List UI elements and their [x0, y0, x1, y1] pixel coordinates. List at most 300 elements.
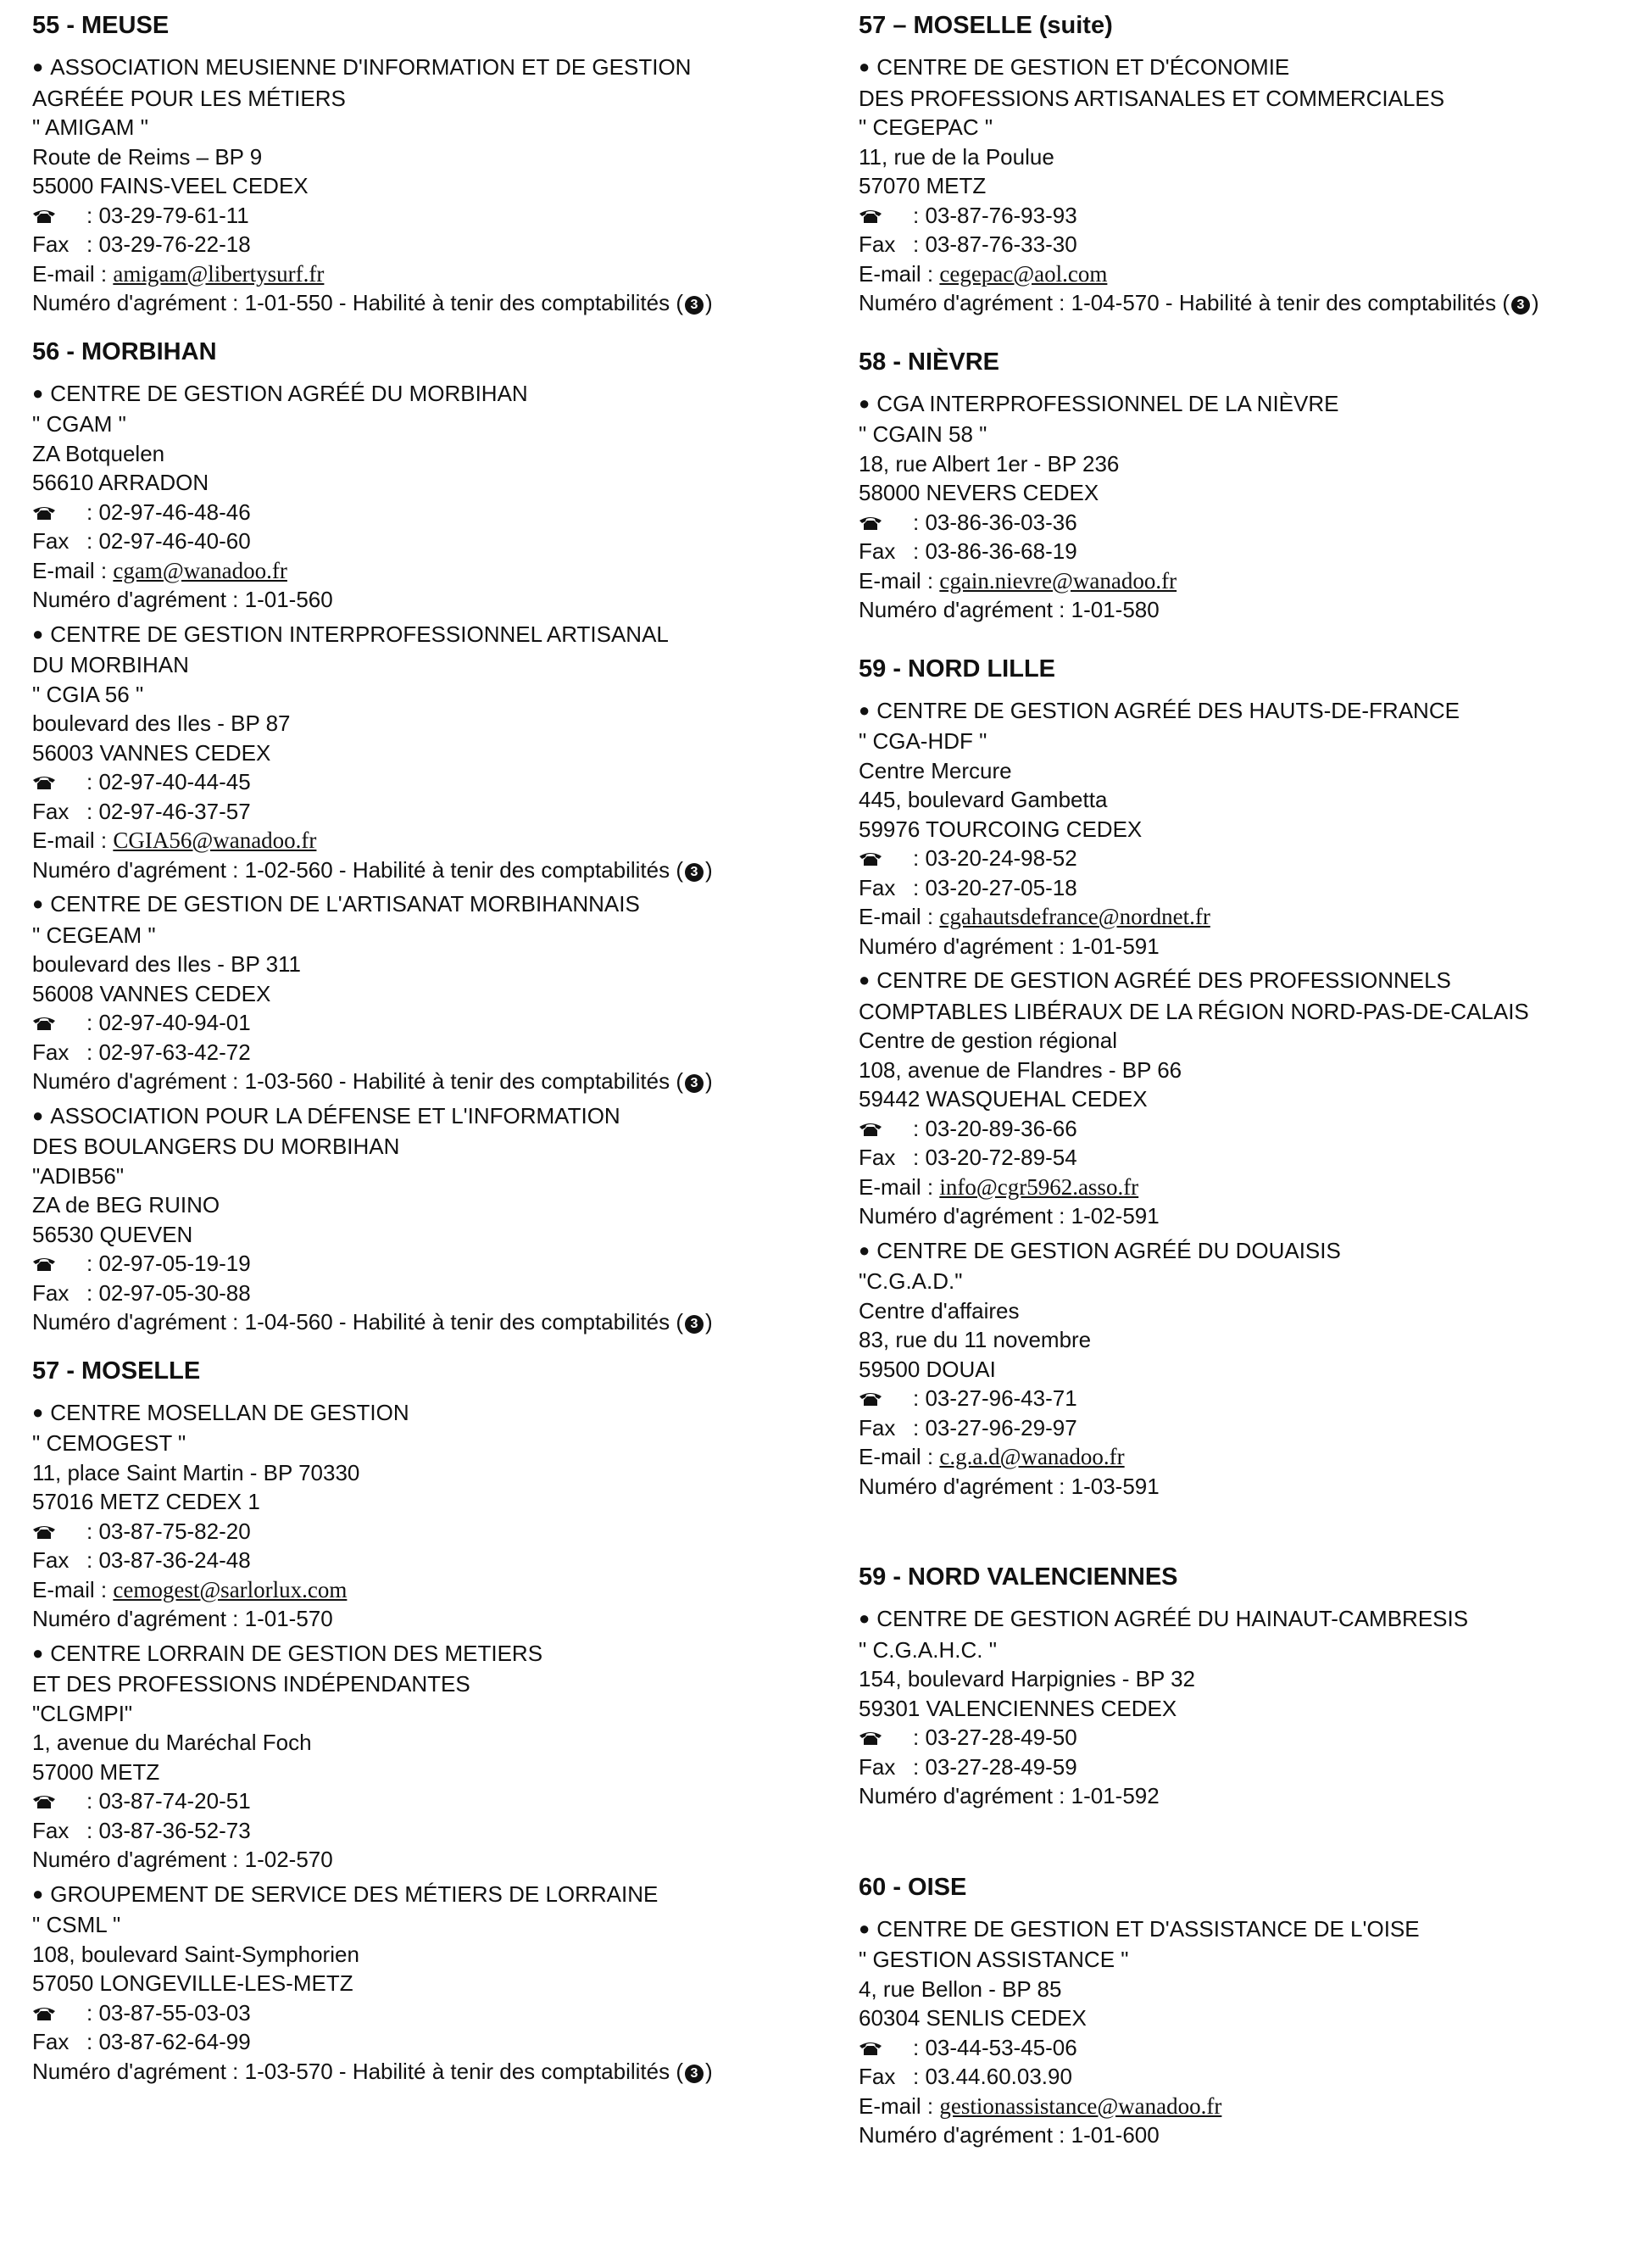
entry-line: [859, 2033, 1622, 2063]
entry-line: [32, 855, 820, 885]
entry-text: 57050 LONGEVILLE-LES-METZ: [32, 1970, 353, 1996]
entry-line: [859, 815, 1622, 844]
fax-number: : 03-20-27-05-18: [913, 874, 1077, 900]
fax-label: Fax: [859, 1145, 896, 1170]
entry-line: [32, 1517, 820, 1546]
entry-line: [32, 527, 820, 556]
telephone-icon: [32, 202, 56, 217]
entry-text: boulevard des Iles - BP 311: [32, 951, 302, 977]
entry-line: [32, 1758, 820, 1787]
bullet-icon: ●: [32, 382, 44, 404]
entry-text: Numéro d'agrément : 1-01-591: [859, 933, 1160, 959]
entry-line: [859, 1914, 1622, 1946]
directory-entry: [32, 379, 820, 615]
department-heading: 57 - MOSELLE: [32, 1357, 201, 1385]
telephone-icon: [32, 499, 56, 514]
entry-line: [32, 1307, 820, 1337]
entry-line: [32, 468, 820, 498]
email-link[interactable]: info@cgr5962.asso.fr: [939, 1173, 1139, 1200]
entry-line: [859, 230, 1622, 259]
entry-text: Numéro d'agrément : 1-01-570: [32, 1606, 333, 1631]
entry-text: 59301 VALENCIENNES CEDEX: [859, 1695, 1177, 1721]
entry-line: [859, 1753, 1622, 1782]
entry-line: [32, 1067, 820, 1096]
entry-text: Numéro d'agrément : 1-01-592: [859, 1783, 1160, 1808]
agrement-close: ): [705, 1068, 713, 1094]
entry-line: [32, 585, 820, 615]
department-heading: 56 - MORBIHAN: [32, 337, 217, 365]
entry-line: [32, 650, 820, 680]
telephone-label-spacer: [32, 1008, 86, 1038]
email-link[interactable]: gestionassistance@wanadoo.fr: [939, 2092, 1222, 2119]
fax-label: Fax: [32, 2029, 70, 2054]
entry-line: [859, 932, 1622, 961]
fax-label: Fax: [859, 231, 896, 257]
fax-label: Fax: [859, 1753, 896, 1780]
entry-line: [32, 498, 820, 527]
entry-line: [859, 1114, 1622, 1144]
entry-line: [32, 1162, 820, 1191]
entry-line: [32, 1575, 820, 1605]
bullet-icon: ●: [32, 1882, 44, 1904]
entry-line: [859, 1355, 1622, 1385]
entry-line: [32, 1220, 820, 1250]
bullet-icon: ●: [32, 1104, 44, 1126]
entry-text: " CSML ": [32, 1912, 121, 1937]
entry-text: boulevard des Iles - BP 87: [32, 710, 291, 736]
left-column: [32, 0, 820, 2091]
bullet-icon: ●: [859, 392, 871, 414]
entry-line: [859, 113, 1622, 142]
department-section: [859, 0, 1622, 318]
entry-text: Numéro d'agrément : 1-02-591: [859, 1203, 1160, 1229]
telephone-icon: [32, 768, 56, 783]
entry-line: [32, 826, 820, 855]
entry-text: Numéro d'agrément : 1-01-580: [859, 597, 1160, 622]
entry-line: [859, 1236, 1622, 1268]
entry-text: " CEGEPAC ": [859, 114, 993, 140]
entry-text: Numéro d'agrément : 1-03-591: [859, 1473, 1160, 1499]
fax-number: : 03-87-36-52-73: [86, 1817, 251, 1843]
circled-number-mark: 3: [685, 863, 704, 882]
entry-line: [859, 1267, 1622, 1296]
telephone-icon: [859, 1115, 882, 1130]
agrement-close: ): [705, 1309, 713, 1335]
department-heading: 55 - MEUSE: [32, 12, 170, 39]
telephone-icon: [32, 1009, 56, 1024]
entry-text: "C.G.A.D.": [859, 1268, 963, 1294]
bullet-icon: ●: [32, 56, 44, 77]
email-link[interactable]: cgam@wanadoo.fr: [113, 557, 287, 583]
telephone-label-spacer: [859, 201, 913, 231]
telephone-icon: [859, 1724, 882, 1739]
organization-name: CENTRE MOSELLAN DE GESTION: [50, 1399, 409, 1425]
entry-line: [859, 873, 1622, 903]
department-heading: 60 - OISE: [859, 1873, 967, 1901]
telephone-number: : 03-27-28-49-50: [913, 1725, 1077, 1750]
entry-text: 11, rue de la Poulue: [859, 143, 1054, 170]
email-label: E-mail :: [859, 260, 934, 287]
entry-line: [32, 230, 820, 259]
entry-line: [859, 1694, 1622, 1724]
entry-text: " CGA-HDF ": [859, 728, 987, 754]
agrement-text: Numéro d'agrément : 1-04-570 - Habilité à tenir des comptabilités (: [859, 290, 1510, 315]
fax-number: : 02-97-46-37-57: [86, 798, 251, 824]
entry-text: Numéro d'agrément : 1-01-560: [32, 587, 333, 612]
agrement-text: Numéro d'agrément : 1-03-570 - Habilité à tenir des comptabilités (: [32, 2058, 683, 2084]
entry-line: [859, 756, 1622, 786]
entry-line: [32, 84, 820, 114]
fax-number: : 03-20-72-89-54: [913, 1145, 1077, 1170]
telephone-number: : 02-97-40-44-45: [86, 769, 251, 794]
bullet-icon: ●: [859, 1239, 871, 1261]
fax-number: : 03-87-62-64-99: [86, 2029, 251, 2054]
entry-text: 4, rue Bellon - BP 85: [859, 1975, 1062, 2002]
entry-line: [859, 2092, 1622, 2121]
fax-number: : 03-86-36-68-19: [913, 538, 1077, 564]
directory-entry: [859, 1236, 1622, 1502]
telephone-label-spacer: [32, 1517, 86, 1546]
fax-number: : 02-97-05-30-88: [86, 1279, 251, 1306]
bullet-icon: ●: [32, 622, 44, 644]
directory-entry: [32, 1101, 820, 1337]
organization-name: CENTRE DE GESTION AGRÉÉ DU MORBIHAN: [50, 380, 528, 406]
email-link[interactable]: cgahautsdefrance@nordnet.fr: [939, 904, 1210, 929]
entry-text: 57070 METZ: [859, 173, 987, 198]
fax-label: Fax: [32, 231, 70, 257]
entry-text: 56008 VANNES CEDEX: [32, 980, 271, 1006]
entry-line: [32, 1728, 820, 1758]
fax-number: : 02-97-46-40-60: [86, 528, 251, 554]
department-section: [859, 1862, 1622, 2150]
entry-line: [859, 1143, 1622, 1173]
telephone-number: : 03-87-74-20-51: [86, 1788, 251, 1814]
entry-line: [859, 1056, 1622, 1085]
entry-text: DES BOULANGERS DU MORBIHAN: [32, 1134, 400, 1159]
entry-line: [32, 259, 820, 289]
telephone-icon: [32, 1250, 56, 1265]
entry-text: ZA de BEG RUINO: [32, 1192, 220, 1218]
entry-line: [859, 478, 1622, 508]
fax-number: : 03-29-76-22-18: [86, 231, 251, 257]
telephone-number: : 03-29-79-61-11: [86, 202, 249, 228]
entry-text: ZA Botquelen: [32, 440, 165, 466]
email-label: E-mail :: [32, 1576, 108, 1602]
entry-line: [859, 449, 1622, 479]
entry-text: 57016 METZ CEDEX 1: [32, 1489, 260, 1514]
entry-line: [32, 1279, 820, 1308]
telephone-icon: [859, 1385, 882, 1400]
fax-label: Fax: [32, 1279, 70, 1306]
telephone-number: : 02-97-05-19-19: [86, 1251, 251, 1276]
telephone-label-spacer: [32, 1249, 86, 1279]
agrement-close: ): [705, 2058, 713, 2084]
entry-text: ET DES PROFESSIONS INDÉPENDANTES: [32, 1671, 470, 1697]
bullet-icon: ●: [32, 1641, 44, 1663]
entry-line: [32, 1639, 820, 1670]
bullet-icon: ●: [859, 1608, 871, 1629]
entry-line: [32, 1786, 820, 1816]
entry-line: [859, 201, 1622, 231]
telephone-label-spacer: [859, 1384, 913, 1413]
directory-entry: [32, 1398, 820, 1634]
telephone-number: : 03-87-76-93-93: [913, 202, 1077, 228]
entry-text: 59442 WASQUEHAL CEDEX: [859, 1086, 1148, 1112]
fax-label: Fax: [859, 538, 896, 564]
directory-entry: [32, 620, 820, 885]
entry-line: [32, 1880, 820, 1911]
agrement-text: Numéro d'agrément : 1-04-560 - Habilité à tenir des comptabilités (: [32, 1309, 683, 1335]
entry-line: [32, 797, 820, 827]
telephone-label-spacer: [859, 844, 913, 873]
organization-name: CENTRE DE GESTION ET D'ÉCONOMIE: [876, 54, 1290, 80]
entry-line: [859, 1296, 1622, 1326]
entry-line: [32, 950, 820, 979]
entry-line: [32, 620, 820, 651]
department-section: [32, 0, 820, 318]
entry-line: [32, 2027, 820, 2057]
entry-text: " GESTION ASSISTANCE ": [859, 1947, 1129, 1972]
entry-text: "ADIB56": [32, 1162, 125, 1189]
entry-line: [32, 921, 820, 950]
entry-text: Centre Mercure: [859, 757, 1012, 783]
entry-text: COMPTABLES LIBÉRAUX DE LA RÉGION NORD-PAS-DE-CALAIS: [859, 998, 1529, 1024]
entry-text: 55000 FAINS-VEEL CEDEX: [32, 173, 309, 198]
entry-line: [32, 738, 820, 768]
entry-line: [859, 142, 1622, 172]
entry-line: [859, 1442, 1622, 1472]
entry-line: [859, 1945, 1622, 1975]
entry-text: 59976 TOURCOING CEDEX: [859, 816, 1143, 842]
entry-text: Numéro d'agrément : 1-01-600: [859, 2122, 1160, 2148]
entry-line: [859, 1173, 1622, 1202]
entry-line: [859, 595, 1622, 625]
entry-line: [32, 680, 820, 710]
entry-line: [859, 997, 1622, 1027]
organization-name: CGA INTERPROFESSIONNEL DE LA NIÈVRE: [876, 390, 1339, 416]
department-section: [859, 1552, 1622, 1811]
entry-text: 57000 METZ: [32, 1758, 160, 1785]
entry-text: 154, boulevard Harpignies - BP 32: [859, 1666, 1195, 1691]
entry-text: 58000 NEVERS CEDEX: [859, 480, 1099, 505]
telephone-label-spacer: [859, 1114, 913, 1144]
entry-text: " AMIGAM ": [32, 114, 148, 140]
entry-line: [32, 1429, 820, 1458]
email-link[interactable]: cgain.nievre@wanadoo.fr: [939, 567, 1177, 593]
department-heading: 59 - NORD LILLE: [859, 655, 1056, 683]
entry-line: [859, 1413, 1622, 1443]
entry-text: Centre d'affaires: [859, 1297, 1020, 1323]
entry-line: [859, 259, 1622, 289]
entry-text: Numéro d'agrément : 1-02-570: [32, 1847, 333, 1872]
entry-text: DU MORBIHAN: [32, 652, 189, 677]
organization-name: CENTRE DE GESTION INTERPROFESSIONNEL ARTISANAL: [50, 621, 669, 647]
fax-number: : 03.44.60.03.90: [913, 2064, 1072, 2089]
entry-line: [32, 1101, 820, 1133]
entry-line: [859, 966, 1622, 997]
organization-name: CENTRE DE GESTION AGRÉÉ DU HAINAUT-CAMBRESIS: [876, 1606, 1469, 1631]
fax-label: Fax: [32, 798, 70, 824]
entry-line: [859, 171, 1622, 201]
entry-line: [32, 1845, 820, 1875]
department-heading: 58 - NIÈVRE: [859, 348, 999, 376]
agrement-close: ): [705, 856, 713, 883]
telephone-number: : 03-87-75-82-20: [86, 1518, 251, 1544]
entry-text: 445, boulevard Gambetta: [859, 787, 1108, 812]
directory-entry: [859, 1914, 1622, 2150]
directory-entry: [859, 966, 1622, 1231]
entry-line: [32, 1398, 820, 1429]
entry-line: [32, 439, 820, 469]
entry-line: [859, 1472, 1622, 1502]
entry-text: AGRÉÉE POUR LES MÉTIERS: [32, 85, 346, 111]
entry-text: " CGIA 56 ": [32, 681, 144, 707]
email-label: E-mail :: [859, 1173, 934, 1200]
entry-line: [859, 727, 1622, 756]
email-link[interactable]: cemogest@sarlorlux.com: [113, 1576, 348, 1602]
entry-line: [859, 420, 1622, 449]
entry-line: [32, 1816, 820, 1846]
entry-line: [859, 696, 1622, 727]
entry-line: [859, 1781, 1622, 1811]
entry-text: 1, avenue du Maréchal Foch: [32, 1730, 312, 1755]
fax-label: Fax: [859, 2064, 896, 2089]
agrement-text: Numéro d'agrément : 1-03-560 - Habilité à tenir des comptabilités (: [32, 1068, 683, 1094]
telephone-label-spacer: [32, 498, 86, 527]
entry-line: [859, 508, 1622, 538]
entry-line: [32, 113, 820, 142]
email-label: E-mail :: [859, 567, 934, 593]
telephone-number: : 03-44-53-45-06: [913, 2034, 1077, 2060]
entry-line: [859, 844, 1622, 873]
entry-text: Centre de gestion régional: [859, 1028, 1117, 1053]
entry-line: [32, 1699, 820, 1729]
entry-line: [859, 1325, 1622, 1355]
telephone-number: : 03-20-24-98-52: [913, 845, 1077, 871]
department-heading: 57 – MOSELLE (suite): [859, 12, 1113, 39]
entry-line: [859, 537, 1622, 566]
entry-text: DES PROFESSIONS ARTISANALES ET COMMERCIALES: [859, 85, 1445, 111]
telephone-icon: [859, 2034, 882, 2049]
telephone-number: : 02-97-46-48-46: [86, 499, 251, 525]
entry-text: 11, place Saint Martin - BP 70330: [32, 1459, 360, 1485]
telephone-number: : 03-86-36-03-36: [913, 509, 1077, 535]
email-label: E-mail :: [859, 1444, 934, 1469]
entry-line: [32, 1604, 820, 1634]
fax-number: : 03-27-28-49-59: [913, 1753, 1077, 1780]
entry-text: 56003 VANNES CEDEX: [32, 739, 271, 766]
telephone-icon: [859, 844, 882, 860]
directory-entry: [859, 1604, 1622, 1811]
bullet-icon: ●: [859, 969, 871, 990]
entry-line: [32, 1546, 820, 1575]
email-link[interactable]: c.g.a.d@wanadoo.fr: [939, 1444, 1125, 1469]
organization-name: GROUPEMENT DE SERVICE DES MÉTIERS DE LORRAINE: [50, 1881, 659, 1907]
entry-line: [32, 1458, 820, 1488]
telephone-icon: [32, 1999, 56, 2014]
bullet-icon: ●: [859, 699, 871, 721]
email-link[interactable]: cegepac@aol.com: [939, 260, 1108, 287]
entry-text: 83, rue du 11 novembre: [859, 1327, 1092, 1352]
entry-line: [859, 1384, 1622, 1413]
directory-entry: [859, 389, 1622, 625]
entry-text: 18, rue Albert 1er - BP 236: [859, 450, 1120, 476]
organization-name: CENTRE DE GESTION DE L'ARTISANAT MORBIHANNAIS: [50, 891, 640, 917]
entry-text: " CEGEAM ": [32, 922, 156, 948]
entry-text: 60304 SENLIS CEDEX: [859, 2005, 1087, 2031]
entry-text: 56530 QUEVEN: [32, 1221, 193, 1247]
entry-text: 108, boulevard Saint-Symphorien: [32, 1941, 359, 1967]
entry-line: [859, 785, 1622, 815]
entry-line: [859, 389, 1622, 421]
organization-name: CENTRE DE GESTION AGRÉÉ DES PROFESSIONNELS: [876, 967, 1451, 993]
email-label: E-mail :: [32, 557, 108, 583]
organization-name: CENTRE LORRAIN DE GESTION DES METIERS: [50, 1640, 543, 1666]
entry-line: [32, 1940, 820, 1970]
email-link[interactable]: CGIA56@wanadoo.fr: [113, 828, 317, 853]
organization-name: CENTRE DE GESTION AGRÉÉ DU DOUAISIS: [876, 1237, 1341, 1263]
entry-line: [32, 889, 820, 921]
directory-entry: [32, 889, 820, 1096]
telephone-icon: [32, 1787, 56, 1803]
telephone-label-spacer: [32, 767, 86, 797]
fax-label: Fax: [859, 874, 896, 900]
directory-entry: [859, 53, 1622, 318]
email-label: E-mail :: [32, 260, 108, 287]
entry-line: [859, 1604, 1622, 1636]
telephone-label-spacer: [859, 1723, 913, 1753]
directory-entry: [32, 1880, 820, 2087]
fax-label: Fax: [32, 528, 70, 554]
entry-line: [32, 1132, 820, 1162]
entry-line: [859, 902, 1622, 932]
organization-name: CENTRE DE GESTION AGRÉÉ DES HAUTS-DE-FRANCE: [876, 697, 1460, 723]
entry-line: [859, 84, 1622, 114]
agrement-close: ): [1532, 290, 1539, 315]
telephone-icon: [859, 202, 882, 217]
entry-line: [32, 1910, 820, 1940]
email-link[interactable]: amigam@libertysurf.fr: [113, 260, 325, 287]
directory-entry: [32, 1639, 820, 1875]
entry-line: [32, 1038, 820, 1067]
circled-number-mark: 3: [1511, 296, 1530, 315]
entry-text: " CGAIN 58 ": [859, 421, 987, 447]
department-section: [32, 326, 820, 1337]
telephone-label-spacer: [859, 508, 913, 538]
entry-line: [32, 1008, 820, 1038]
organization-name: ASSOCIATION MEUSIENNE D'INFORMATION ET DE GESTION: [50, 54, 692, 80]
entry-line: [32, 1249, 820, 1279]
entry-text: Route de Reims – BP 9: [32, 143, 263, 170]
telephone-label-spacer: [32, 1786, 86, 1816]
entry-line: [32, 1669, 820, 1699]
entry-text: " CEMOGEST ": [32, 1430, 186, 1456]
email-label: E-mail :: [859, 904, 934, 929]
entry-text: " C.G.A.H.C. ": [859, 1636, 997, 1663]
entry-line: [32, 201, 820, 231]
entry-line: [859, 1664, 1622, 1694]
directory-entry: [859, 696, 1622, 961]
email-label: E-mail :: [859, 2092, 934, 2119]
entry-line: [32, 410, 820, 439]
entry-text: "CLGMPI": [32, 1700, 133, 1726]
entry-line: [32, 979, 820, 1009]
entry-line: [32, 171, 820, 201]
entry-line: [32, 288, 820, 318]
entry-line: [32, 1487, 820, 1517]
entry-line: [32, 53, 820, 84]
department-section: [32, 1346, 820, 2087]
